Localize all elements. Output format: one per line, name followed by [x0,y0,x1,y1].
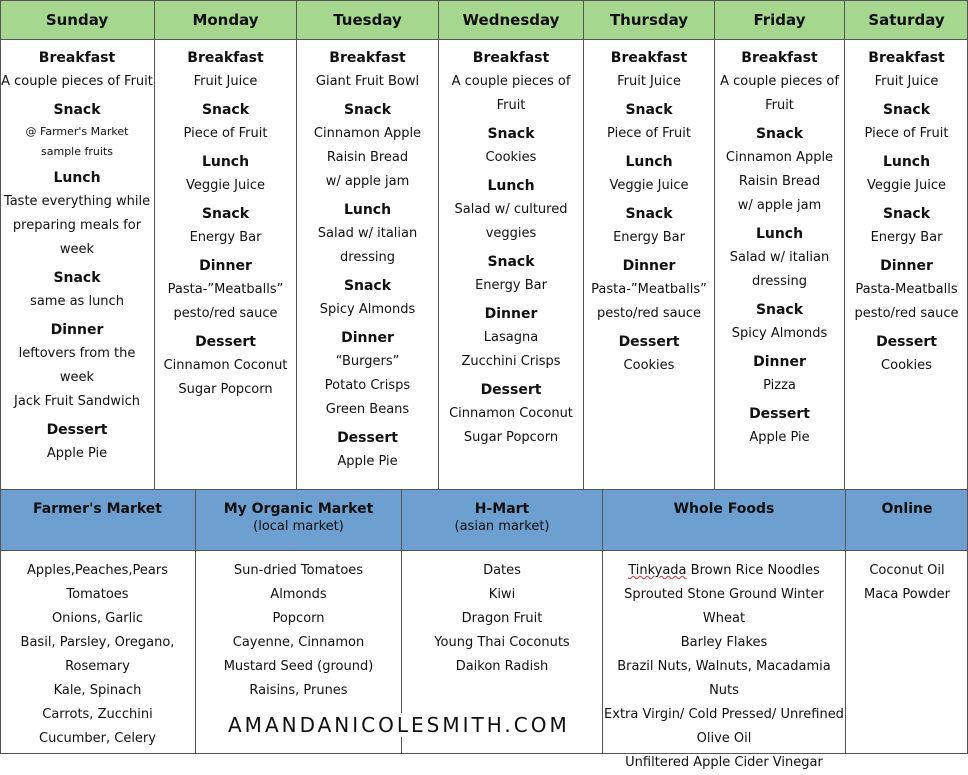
shopping-item: Barley Flakes [680,635,768,650]
store-items [603,551,845,775]
meal-item: A couple pieces of [451,74,571,89]
meal-label: Breakfast [741,50,818,66]
day-meals [715,40,844,450]
meal-item: pesto/red sauce [596,306,702,321]
day-header: Tuesday [297,0,438,40]
meal-label: Snack [487,126,535,142]
shopping-item: Tomatoes [66,587,129,602]
meal-label: Breakfast [187,50,264,66]
meal-item: veggies [485,226,537,241]
site-watermark: AMANDANICOLESMITH.COM [228,713,570,737]
meal-item: Veggie Juice [609,178,689,193]
shopping-item [603,559,845,583]
meal-item: Fruit Juice [193,74,258,89]
meal-item: Raisin Bread [738,174,821,189]
day-header: Sunday [0,0,154,40]
meal-label: Dessert [618,334,680,350]
meal-label: Dinner [484,306,538,322]
meal-item: Piece of Fruit [864,126,949,141]
meal-item: Energy Bar [613,230,685,245]
meal-label: Lunch [755,226,804,242]
store-items [0,551,195,751]
meal-item: dressing [752,274,807,289]
meal-item: Giant Fruit Bowl [315,74,420,89]
meal-label: Dinner [341,330,394,346]
meal-item: Piece of Fruit [607,126,691,141]
day-header: Wednesday [439,0,583,40]
meal-item: Salad w/ italian [729,250,830,265]
meal-item: Cinnamon Apple [313,126,422,141]
store-items [402,551,602,679]
store-header [603,489,845,551]
meal-item: Energy Bar [189,230,262,245]
meal-label: Dinner [50,322,104,338]
meal-label: Snack [53,270,101,286]
store-name: Online [881,501,933,517]
store-subtitle: (asian market) [454,519,550,534]
store-column-online [846,489,968,754]
shopping-item: Coconut Oil [869,563,945,578]
meal-item: Pasta-”Meatballs” [167,282,284,297]
shopping-item-rest: Brown Rice Noodles [686,563,820,578]
store-header [0,489,195,551]
shopping-item: Apples,Peaches,Pears [26,563,168,578]
store-header [196,489,401,551]
meal-label: Breakfast [868,50,945,66]
meal-item: Veggie Juice [186,178,265,193]
meal-item: Spicy Almonds [319,302,416,317]
meal-item: preparing meals for week [12,218,142,257]
meal-label: Snack [201,102,250,118]
meal-item: Cookies [881,358,932,373]
shopping-item: Basil, Parsley, Oregano, [20,635,175,650]
meal-item: Sugar Popcorn [463,430,559,445]
store-subtitle: (local market) [253,519,344,534]
shopping-item: Young Thai Coconuts [434,635,570,650]
meal-label: Dinner [622,258,676,274]
day-column-saturday [845,0,968,489]
day-header: Monday [155,0,296,40]
meal-label: Dinner [753,354,806,370]
meal-item: Spicy Almonds [731,326,828,341]
day-column-friday [715,0,845,489]
shopping-item: Olive Oil [696,731,752,746]
meal-item: Cookies [623,358,675,373]
shopping-item: Daikon Radish [455,659,549,674]
meal-label: Lunch [53,170,101,186]
meal-item: Apple Pie [749,430,810,445]
meal-label: Dessert [46,422,108,438]
store-name: Whole Foods [673,501,775,517]
meal-label: Snack [343,102,392,118]
day-meals [0,40,154,466]
meal-item: Fruit Juice [617,74,681,89]
meal-label: Snack [625,102,673,118]
shopping-item: Sun-dried Tomatoes [233,563,364,578]
meal-item: Cinnamon Coconut [449,406,573,421]
meal-label: Dessert [876,334,937,350]
meal-item: “Burgers” [335,354,400,369]
shopping-item: Raisins, Prunes [249,683,348,698]
meal-label: Snack [53,102,101,118]
shopping-item: Cayenne, Cinnamon [232,635,365,650]
store-items [196,551,401,703]
day-header: Saturday [845,0,968,40]
shopping-item: Kiwi [488,587,516,602]
store-header [402,489,602,551]
shopping-item: Carrots, Zucchini [42,707,153,722]
shopping-item: Popcorn [272,611,325,626]
meal-item: Fruit [496,98,526,113]
shopping-item: Extra Virgin/ Cold Pressed/ Unrefined [604,707,844,722]
meal-item: @ Farmer's Market [25,125,129,138]
spellcheck-word: Tinkyada [628,563,687,578]
shopping-item: Rosemary [65,659,130,674]
meal-item: leftovers from the week [18,346,136,385]
meal-label: Snack [201,206,250,222]
meal-label: Dessert [749,406,810,422]
day-column-tuesday [297,0,439,489]
meal-label: Snack [625,206,673,222]
shopping-item: Sprouted Stone Ground Winter Wheat [624,587,824,626]
meal-label: Snack [487,254,535,270]
shopping-item: Brazil Nuts, Walnuts, Macadamia Nuts [617,659,831,698]
meal-label: Dessert [337,430,398,446]
meal-label: Lunch [343,202,392,218]
meal-item: Fruit Juice [874,74,939,89]
meal-label: Dinner [199,258,252,274]
meal-item: dressing [340,250,395,265]
day-meals [297,40,438,474]
meal-item: pesto/red sauce [854,306,959,321]
store-header [846,489,968,551]
meal-item: Cinnamon Apple [725,150,834,165]
store-column-farmer-s-market [0,489,196,754]
meal-item: Lasagna [483,330,539,345]
meal-item: Taste everything while [3,194,151,209]
shopping-item: Unfiltered Apple Cider Vinegar [625,755,823,770]
store-items [846,551,968,607]
meal-label: Breakfast [472,50,550,66]
store-column-whole-foods [603,489,846,770]
meal-label: Lunch [201,154,250,170]
meal-label: Dessert [480,382,542,398]
meal-item: A couple pieces of Fruit [1,74,153,89]
shopping-item: Kale, Spinach [53,683,142,698]
meal-item: Green Beans [325,402,410,417]
meal-item: Cinnamon Coconut [163,358,288,373]
day-column-monday [155,0,297,489]
meal-item: Potato Crisps [324,378,411,393]
meal-label: Snack [755,302,804,318]
meal-label: Snack [882,206,931,222]
meal-label: Snack [882,102,931,118]
meal-label: Dinner [880,258,933,274]
day-meals [155,40,296,402]
day-header: Friday [715,0,844,40]
shopping-item: Cucumber, Celery [39,731,156,746]
shopping-item: Onions, Garlic [51,611,144,626]
meal-item: Veggie Juice [867,178,946,193]
meal-item: Salad w/ italian [317,226,418,241]
meal-item: Energy Bar [475,278,547,293]
meal-item: w/ apple jam [737,198,822,213]
day-header: Thursday [584,0,714,40]
shopping-item: Dates [483,563,521,578]
meal-item: Zucchini Crisps [461,354,561,369]
meal-item: Pasta-”Meatballs” [591,282,707,297]
meal-item: sample fruits [41,145,113,158]
meal-item: Apple Pie [46,446,108,461]
meal-label: Breakfast [38,50,116,66]
meal-item: Raisin Bread [326,150,409,165]
meal-item: same as lunch [30,294,124,309]
meal-item: w/ apple jam [325,174,410,189]
meal-item: Jack Fruit Sandwich [14,394,140,409]
meal-label: Lunch [625,154,673,170]
meal-item: Pizza [763,378,796,393]
shopping-item: Almonds [270,587,327,602]
day-meals [584,40,714,378]
meal-item: Apple Pie [337,454,398,469]
day-column-sunday [0,0,155,489]
day-meals [845,40,968,378]
meal-label: Dessert [195,334,256,350]
day-meals [439,40,583,450]
meal-item: Energy Bar [870,230,943,245]
day-column-wednesday [439,0,584,489]
meal-item: Sugar Popcorn [178,382,273,397]
meal-item: Fruit [765,98,794,113]
store-name: H-Mart [474,501,530,517]
shopping-item: Dragon Fruit [461,611,543,626]
meal-label: Snack [343,278,392,294]
meal-item: pesto/red sauce [173,306,278,321]
meal-label: Breakfast [329,50,406,66]
meal-item: Pasta-Meatballs [855,282,958,297]
meal-item: Piece of Fruit [183,126,268,141]
meal-item: Salad w/ cultured [454,202,568,217]
meal-label: Lunch [882,154,931,170]
meal-label: Breakfast [610,50,688,66]
day-column-thursday [584,0,715,489]
meal-item: A couple pieces of [720,74,839,89]
meal-item: Cookies [485,150,537,165]
shopping-item: Maca Powder [864,587,950,602]
meal-label: Lunch [487,178,535,194]
store-name: Farmer's Market [33,501,162,517]
shopping-item: Mustard Seed (ground) [223,659,374,674]
meal-label: Snack [755,126,804,142]
store-name: My Organic Market [223,501,374,517]
